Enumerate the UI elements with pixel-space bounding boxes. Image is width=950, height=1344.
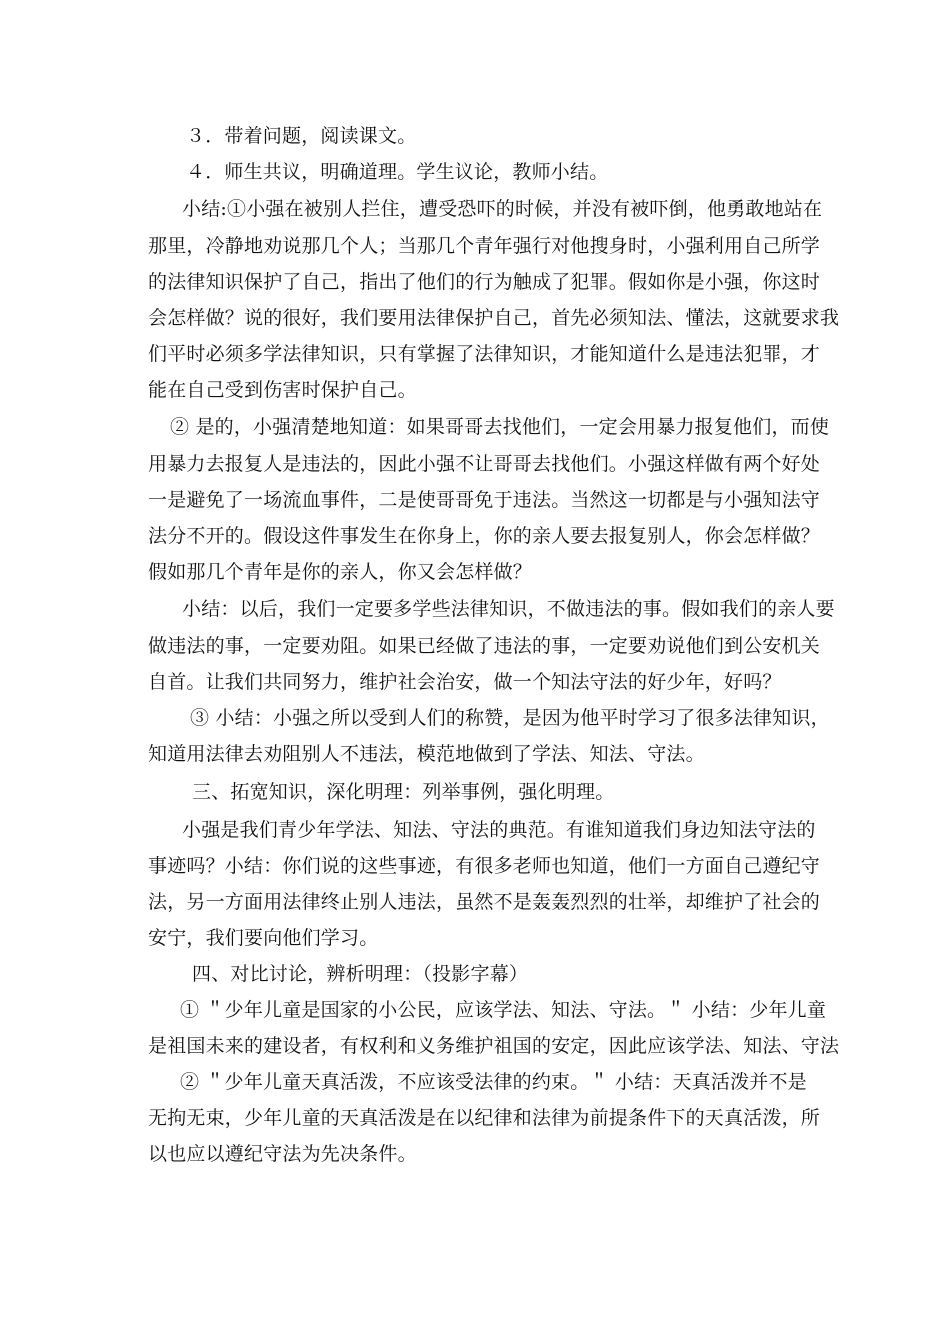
statement-2-line-1: ② ＂少年儿童天真活泼，不应该受法律的约束。＂ 小结：天真活泼并不是 bbox=[180, 1071, 807, 1093]
point-2-line-3: 一是避免了一场流血事件，二是使哥哥免于违法。当然这一切都是与小强知法守 bbox=[148, 489, 821, 511]
section-3-line-1: 小强是我们青少年学法、知法、守法的典范。有谁知道我们身边知法守法的 bbox=[182, 819, 816, 841]
point-3-line-1: ③ 小结：小强之所以受到人们的称赞，是因为他平时学习了很多法律知识， bbox=[190, 707, 830, 729]
point-2-line-1: ② 是的，小强清楚地知道：如果哥哥去找他们，一定会用暴力报复他们，而使 bbox=[170, 416, 830, 438]
step-4-discussion: ４．师生共议，明确道理。学生议论，教师小结。 bbox=[186, 161, 609, 183]
section-3-line-3: 法，另一方面用法律终止别人违法，虽然不是轰轰烈烈的壮举，却维护了社会的 bbox=[148, 891, 821, 913]
summary-1-line-4: 会怎样做？说的很好，我们要用法律保护自己，首先必须知法、懂法，这就要求我 bbox=[148, 307, 840, 329]
statement-2-line-2: 无拘无束，少年儿童的天真活泼是在以纪律和法律为前提条件下的天真活泼，所 bbox=[148, 1107, 821, 1129]
point-2-line-5: 假如那几个青年是你的亲人，你又会怎样做？ bbox=[148, 561, 533, 583]
point-2-line-4: 法分不开的。假设这件事发生在你身上，你的亲人要去报复别人，你会怎样做？ bbox=[148, 525, 821, 547]
summary-2-line-1: 小结：以后，我们一定要多学些法律知识，不做违法的事。假如我们的亲人要 bbox=[182, 598, 835, 620]
summary-1-line-1: 小结:①小强在被别人拦住，遭受恐吓的时候，并没有被吓倒，他勇敢地站在 bbox=[182, 198, 823, 220]
section-3-heading: 三、拓宽知识，深化明理：列举事例，强化明理。 bbox=[192, 781, 615, 803]
point-3-line-2: 知道用法律去劝阻别人不违法，模范地做到了学法、知法、守法。 bbox=[148, 743, 705, 765]
point-2-line-2: 用暴力去报复人是违法的，因此小强不让哥哥去找他们。小强这样做有两个好处 bbox=[148, 453, 821, 475]
statement-1-line-1: ① ＂少年儿童是国家的小公民，应该学法、知法、守法。＂ 小结：少年儿童 bbox=[180, 999, 827, 1021]
step-3-read-text: ３．带着问题，阅读课文。 bbox=[186, 125, 417, 147]
summary-1-line-3: 的法律知识保护了自己，指出了他们的行为触成了犯罪。假如你是小强，你这时 bbox=[148, 271, 821, 293]
summary-1-line-2: 那里，冷静地劝说那几个人；当那几个青年强行对他搜身时，小强利用自己所学 bbox=[148, 235, 821, 257]
section-4-heading: 四、对比讨论，辨析明理：（投影字幕） bbox=[192, 963, 529, 985]
summary-2-line-2: 做违法的事，一定要劝阻。如果已经做了违法的事，一定要劝说他们到公安机关 bbox=[148, 635, 821, 657]
statement-1-line-2: 是祖国未来的建设者，有权利和义务维护祖国的安定，因此应该学法、知法、守法 bbox=[148, 1035, 840, 1057]
summary-2-line-3: 自首。让我们共同努力，维护社会治安，做一个知法守法的好少年，好吗？ bbox=[148, 671, 782, 693]
statement-2-line-3: 以也应以遵纪守法为先决条件。 bbox=[148, 1143, 417, 1165]
section-3-line-2: 事迹吗？小结：你们说的这些事迹，有很多老师也知道，他们一方面自己遵纪守 bbox=[148, 855, 821, 877]
section-3-line-4: 安宁，我们要向他们学习。 bbox=[148, 927, 379, 949]
summary-1-line-6: 能在自己受到伤害时保护自己。 bbox=[148, 379, 417, 401]
summary-1-line-5: 们平时必须多学法律知识，只有掌握了法律知识，才能知道什么是违法犯罪，才 bbox=[148, 343, 821, 365]
